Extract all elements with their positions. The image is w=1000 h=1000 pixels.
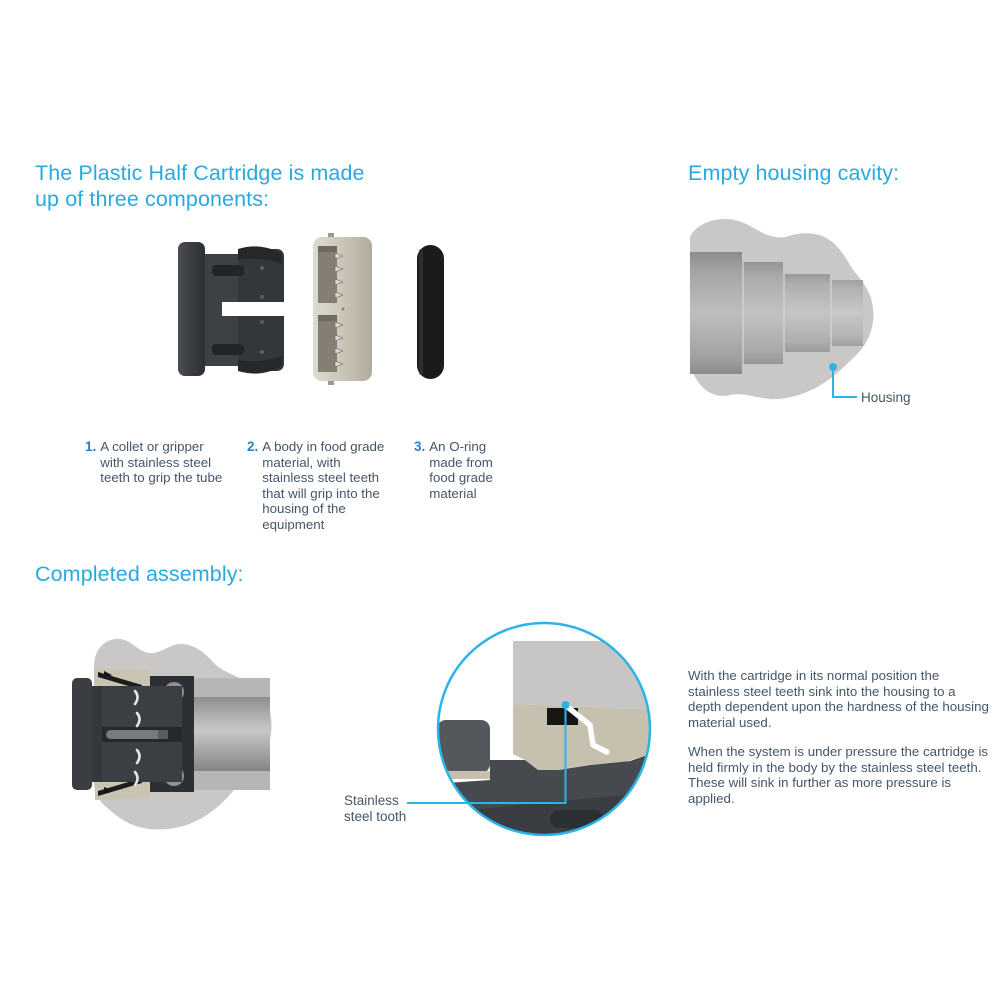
assembly-description-1: With the cartridge in its normal position the stainless steel teeth sink into the housing to a depth dependent upon the hardness of the housing material used.: [688, 668, 989, 730]
item-2-text: A body in food grade material, with stainless steel teeth that will grip into the housing of the equipment: [262, 439, 385, 532]
item-1-text: A collet or gripper with stainless steel teeth to grip the tube: [100, 439, 223, 485]
assembly-heading: Completed assembly:: [35, 562, 244, 586]
housing-illustration: [680, 207, 980, 419]
body-drawing: [306, 233, 378, 385]
housing-heading: Empty housing cavity:: [688, 161, 900, 185]
body-illustration: [306, 233, 378, 385]
housing-callout-line: [829, 363, 857, 397]
collet-drawing: [166, 234, 288, 386]
assembly-description-2: When the system is under pressure the cartridge is held firmly in the body by the stainless steel teeth. These will sink in further as more pressure is applied.: [688, 744, 989, 806]
tooth-label: Stainless steel tooth: [344, 793, 407, 824]
item-3-number: 3.: [414, 439, 426, 454]
oring-illustration: [416, 244, 446, 380]
tooth-callout-hline: [407, 802, 566, 804]
oring-drawing: [416, 244, 446, 380]
component-item-1: [85, 439, 225, 486]
tooth-zoom-circle: [428, 613, 663, 848]
component-item-2: [247, 439, 399, 532]
tooth-zoom-drawing: [428, 613, 663, 848]
collet-illustration: [166, 234, 288, 386]
assembly-illustration: [38, 616, 358, 851]
component-item-3: [414, 439, 526, 501]
assembly-drawing: [38, 616, 358, 851]
housing-label: Housing: [861, 390, 911, 405]
item-1-number: 1.: [85, 439, 97, 454]
housing-drawing: [680, 207, 980, 419]
components-heading: The Plastic Half Cartridge is made up of three components:: [35, 161, 365, 211]
item-2-number: 2.: [247, 439, 259, 454]
item-3-text: An O-ring made from food grade material: [429, 439, 493, 501]
